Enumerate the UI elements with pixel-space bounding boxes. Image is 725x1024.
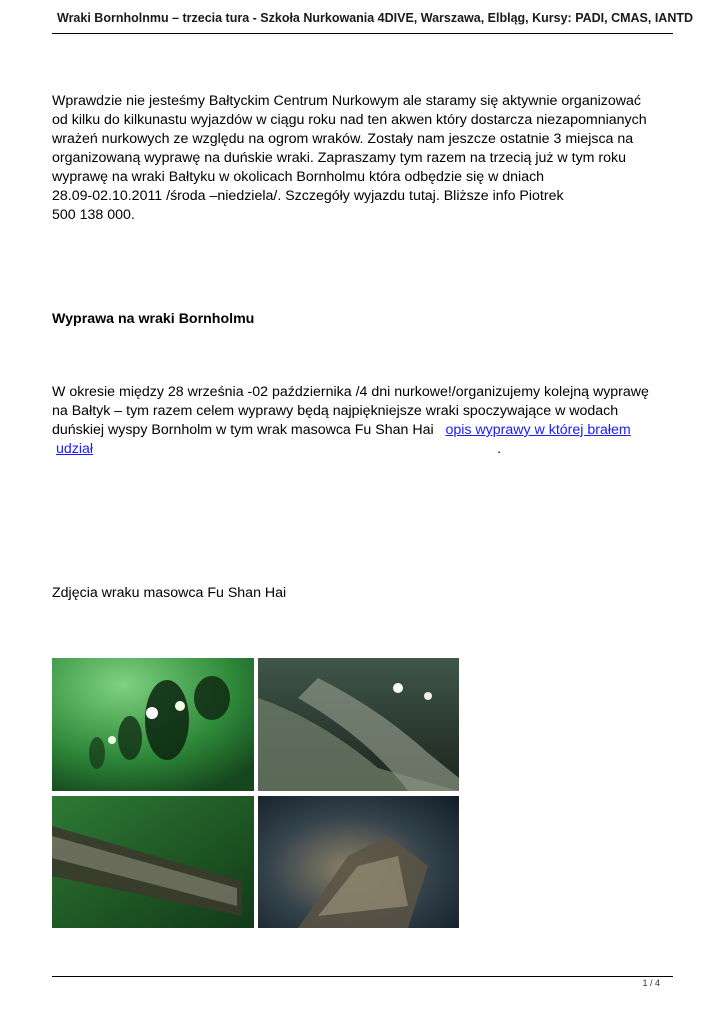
intro-line: organizowaną wyprawę na duńskie wraki. Zapraszamy tym razem na trzecią już w tym roku [52, 150, 627, 166]
section-paragraph [52, 383, 682, 459]
intro-line: 28.09-02.10.2011 /środa –niedziela/. Szczegóły wyjazdu tutaj. Bliższe info Piotrek [52, 188, 564, 204]
section-line-with-link [52, 421, 682, 440]
footer-rule [52, 976, 673, 977]
photo-fu-shan-hai-lettering [52, 796, 254, 928]
section-line: na Bałtyk – tym razem celem wyprawy będą najpiękniejsze wraki spoczywające w wodach [52, 403, 619, 419]
trip-description-link[interactable]: opis wyprawy w której brałem [445, 422, 631, 438]
photo-divers-green-water [52, 658, 254, 791]
photos-caption: Zdjęcia wraku masowca Fu Shan Hai [52, 585, 287, 601]
page-header-title: Wraki Bornholnmu – trzecia tura - Szkoła Nurkowania 4DIVE, Warszawa, Elbląg, Kursy: PADI, CMAS, IANTD [57, 11, 694, 25]
intro-line: 500 138 000. [52, 207, 135, 223]
section-line: duńskiej wyspy Bornholm w tym wrak masowca Fu Shan Hai [52, 422, 434, 438]
intro-paragraph [52, 92, 682, 225]
section-line: W okresie między 28 września -02 października /4 dni nurkowe!/organizujemy kolejną wyprawę [52, 384, 649, 400]
photo-wreck-hull-lights [258, 658, 459, 791]
photo-wreck-structure-dark [258, 796, 459, 928]
intro-line: od kilku do kilkunastu wyjazdów w ciągu roku nad ten akwen który dostarcza niezapomnianych [52, 112, 647, 128]
page-number: 1 / 4 [642, 978, 660, 988]
intro-line: Wprawdzie nie jesteśmy Bałtyckim Centrum Nurkowym ale staramy się aktywnie organizować [52, 93, 641, 109]
trailing-dot: . [497, 441, 502, 457]
intro-line: wrażeń nurkowych ze względu na ogrom wraków. Zostały nam jeszcze ostatnie 3 miejsca na [52, 131, 634, 147]
section-line-link-end [52, 440, 682, 459]
intro-line: wyprawę na wraki Bałtyku w okolicach Bornholmu która odbędzie się w dniach [52, 169, 545, 185]
section-heading: Wyprawa na wraki Bornholmu [52, 311, 255, 327]
trip-description-link-continued[interactable]: udział [56, 441, 94, 457]
header-rule [52, 33, 673, 34]
